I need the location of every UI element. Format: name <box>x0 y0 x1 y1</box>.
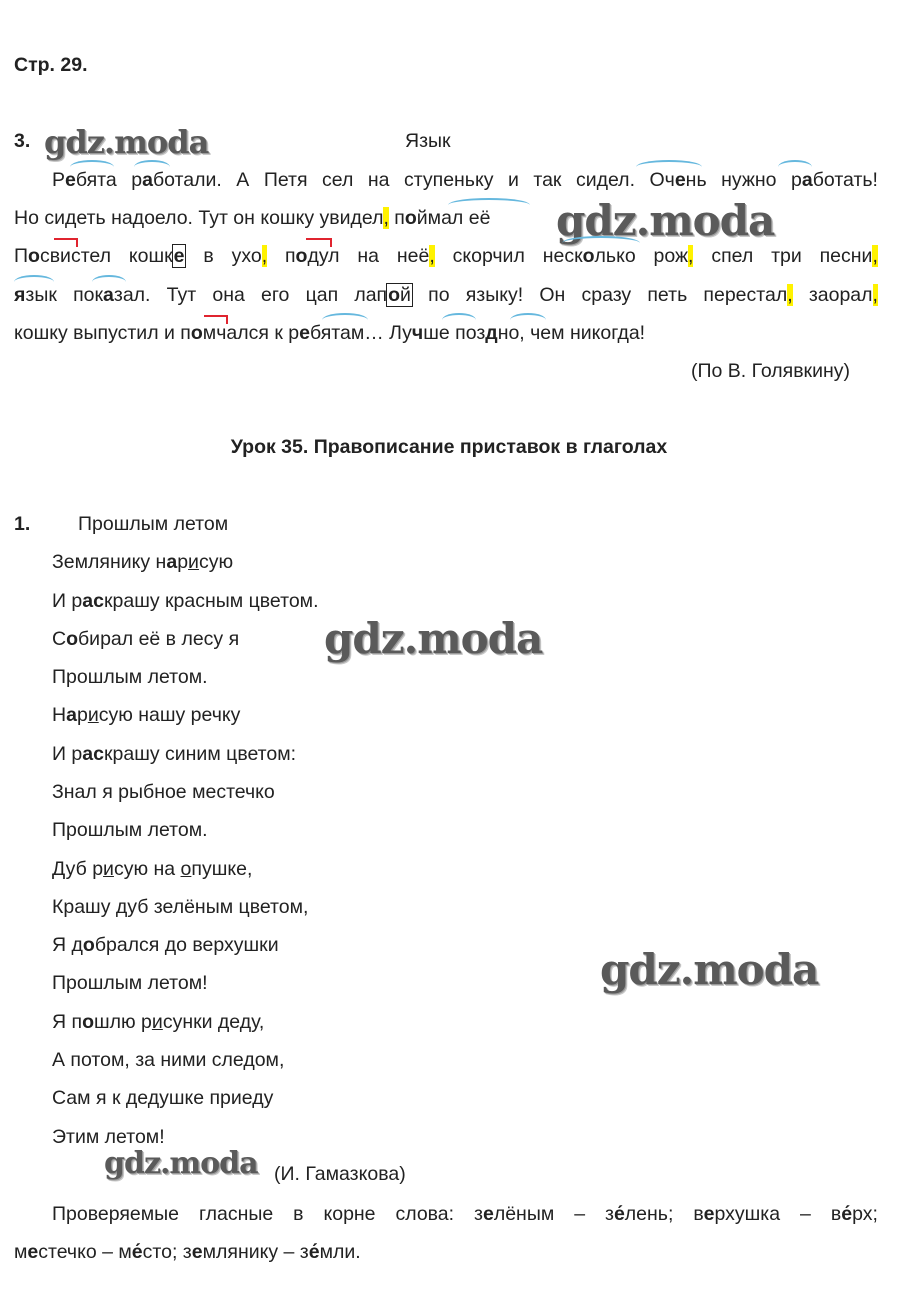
word: неё, <box>396 245 435 267</box>
word: на <box>367 169 390 191</box>
word: показал. <box>73 284 151 306</box>
word: работали. <box>131 169 222 191</box>
poem-line: А потом, за ними следом, <box>52 1049 285 1071</box>
word: слова: <box>395 1203 455 1225</box>
word: так <box>533 169 562 191</box>
word: зелёным <box>474 1203 555 1225</box>
exercise-3-author: (По В. Голявкину) <box>690 360 850 382</box>
word: языку! <box>465 284 524 306</box>
word: сел <box>322 169 354 191</box>
text-line-2: Но сидеть надоело. Тут он кошку увидел, поймал её <box>14 207 491 229</box>
word: А <box>236 169 250 191</box>
word: ступеньку <box>403 169 494 191</box>
word: несколько <box>542 245 636 267</box>
root-arc <box>442 313 476 327</box>
word: язык <box>14 284 57 306</box>
root-arc <box>70 160 114 174</box>
lesson-title: Урок 35. Правописание приставок в глаголах <box>230 436 668 458</box>
word: Проверяемые <box>52 1203 179 1225</box>
page-number: Стр. 29. <box>14 54 88 76</box>
poem-line: Крашу дуб зелёным цветом, <box>52 896 309 918</box>
word: сразу <box>581 284 632 306</box>
root-arc <box>322 313 368 327</box>
word: нужно <box>721 169 777 191</box>
word: Тут <box>166 284 197 306</box>
poem-line: Я пошлю рисунки деду, <box>52 1011 265 1033</box>
note-line-1 <box>52 1203 878 1226</box>
prefix-mark <box>54 238 78 247</box>
note-line-2: местечко – ме́сто; землянику – зе́мли. <box>14 1241 361 1263</box>
watermark: gdz.moda <box>556 196 775 245</box>
poem-line: Землянику нарисую <box>52 551 234 573</box>
watermark: gdz.moda <box>104 1146 258 1181</box>
text-line-1 <box>52 169 878 192</box>
word: песни, <box>819 245 878 267</box>
word: Очень <box>649 169 707 191</box>
word: кошке <box>128 245 185 267</box>
word: рож, <box>653 245 694 267</box>
watermark: gdz.moda <box>44 123 209 161</box>
word: петь <box>647 284 688 306</box>
word: работать! <box>791 169 878 191</box>
word: – <box>574 1203 586 1225</box>
word: перестал, <box>703 284 793 306</box>
poem-line: Сам я к дедушке приеду <box>52 1087 274 1109</box>
watermark: gdz.moda <box>600 945 819 994</box>
word: в <box>203 245 214 267</box>
word: подул <box>284 245 340 267</box>
word: Петя <box>263 169 308 191</box>
word: заорал, <box>808 284 878 306</box>
root-arc <box>510 313 546 327</box>
text-line-5: кошку выпустил и помчался к ребятам… Лучше поздно, чем никогда! <box>14 322 646 344</box>
poem-line: Прошлым летом <box>78 513 229 535</box>
word: корне <box>323 1203 376 1225</box>
text-line-4 <box>14 284 878 307</box>
root-arc <box>636 160 702 174</box>
word: в <box>293 1203 304 1225</box>
word: Он <box>539 284 566 306</box>
word: гласные <box>198 1203 274 1225</box>
word: лапой <box>354 284 411 306</box>
word: ве́рх; <box>830 1203 878 1225</box>
poem-line: И раскрашу красным цветом. <box>52 590 319 612</box>
root-arc <box>134 160 170 174</box>
poem-line: Нарисую нашу речку <box>52 704 241 726</box>
poem-line: Прошлым летом. <box>52 666 208 688</box>
word: на <box>357 245 380 267</box>
prefix-mark <box>306 238 332 247</box>
poem-line: Прошлым летом. <box>52 819 208 841</box>
word: спел <box>711 245 754 267</box>
word: скорчил <box>452 245 525 267</box>
poem-line: Знал я рыбное местечко <box>52 781 275 803</box>
word: цап <box>305 284 339 306</box>
word: – <box>800 1203 811 1225</box>
poem-line: Дуб рисую на опушке, <box>52 858 253 880</box>
word: его <box>261 284 290 306</box>
poem-line: Собирал её в лесу я <box>52 628 240 650</box>
watermark: gdz.moda <box>324 614 543 663</box>
root-arc <box>14 275 54 289</box>
word: Ребята <box>52 169 117 191</box>
exercise-3-number: 3. <box>14 130 31 152</box>
exercise-1-author: (И. Гамазкова) <box>274 1163 406 1185</box>
word: по <box>428 284 450 306</box>
word: сидел. <box>575 169 635 191</box>
word: верхушка <box>693 1203 781 1225</box>
poem-line: Я добрался до верхушки <box>52 934 279 956</box>
word: три <box>771 245 802 267</box>
exercise-1-number: 1. <box>14 513 31 535</box>
root-arc <box>778 160 812 174</box>
word: она <box>212 284 245 306</box>
poem-line: Этим летом! <box>52 1126 165 1148</box>
poem-line: Прошлым летом! <box>52 972 208 994</box>
prefix-mark <box>204 315 228 324</box>
root-arc <box>562 236 640 250</box>
poem-line: И раскрашу синим цветом: <box>52 743 297 765</box>
exercise-3-title: Язык <box>405 130 451 152</box>
word: зе́лень; <box>604 1203 674 1225</box>
word: ухо, <box>231 245 268 267</box>
word: Посвистел <box>14 245 111 267</box>
text-line-3 <box>14 245 878 268</box>
root-arc <box>448 198 530 212</box>
word: и <box>507 169 519 191</box>
root-arc <box>92 275 126 289</box>
